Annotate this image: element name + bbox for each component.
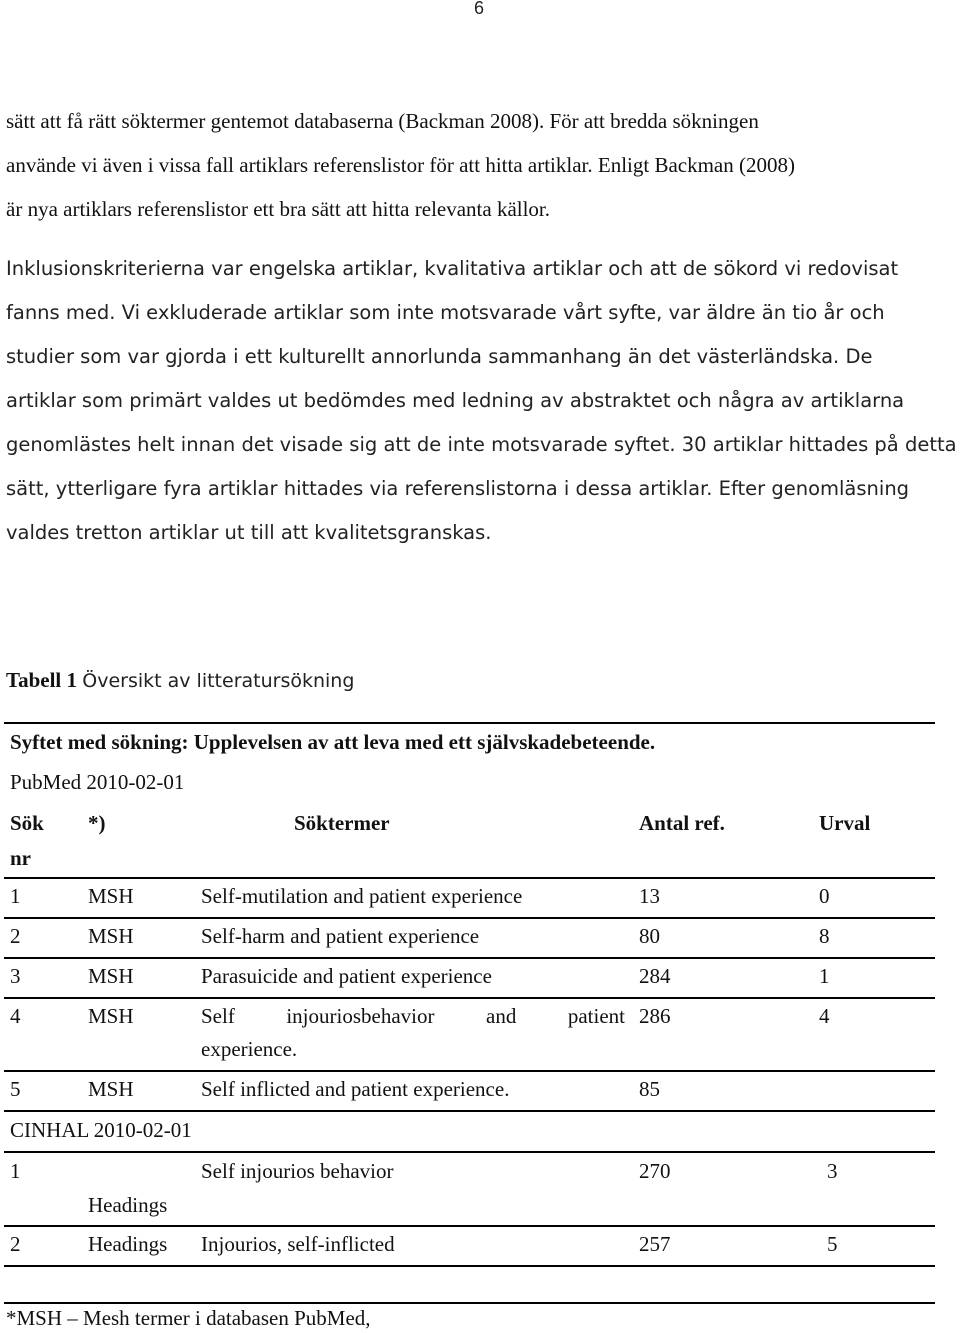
text-line: artiklar som primärt valdes ut bedömdes med ledning av abstraktet och några av artiklarna: [6, 389, 905, 412]
table-rule: [4, 1070, 935, 1072]
row-selection: 0: [819, 884, 830, 908]
row-terms: Self inflicted and patient experience.: [201, 1077, 510, 1101]
table-rule: [4, 1151, 935, 1153]
table-rule-header: [4, 877, 935, 879]
row-type: Headings: [88, 1193, 168, 1217]
row-nr: 2: [10, 924, 21, 948]
row-nr: 2: [10, 1232, 21, 1256]
row-terms: Parasuicide and patient experience: [201, 964, 492, 988]
row-terms: Self-harm and patient experience: [201, 924, 480, 948]
table-purpose: Syftet med sökning: Upplevelsen av att leva med ett självskadebeteende.: [10, 730, 656, 754]
row-selection: 4: [819, 1004, 830, 1028]
row-nr: 1: [10, 884, 21, 908]
term-word: patient: [567, 1004, 625, 1028]
table-rule: [4, 957, 935, 959]
table-rule: [4, 997, 935, 999]
row-terms: Self-mutilation and patient experience: [201, 884, 523, 908]
paragraph-search-method: [6, 99, 956, 231]
row-selection: 5: [827, 1232, 838, 1256]
page-number: 6: [474, 0, 485, 18]
row-type: MSH: [88, 884, 134, 908]
header-type: *): [88, 811, 106, 835]
table-rule: [4, 1225, 935, 1227]
paragraph-inclusion-criteria: [6, 247, 956, 555]
table-rule: [4, 917, 935, 919]
row-count: 286: [639, 1004, 671, 1028]
term-word: and: [486, 1004, 517, 1028]
table-rule-top: [4, 722, 935, 724]
text-line: Inklusionskriterierna var engelska artiklar, kvalitativa artiklar och att de sökord vi redovisat: [6, 257, 899, 280]
cinahl-section-label: CINHAL 2010-02-01: [10, 1118, 192, 1142]
pubmed-section-label: PubMed 2010-02-01: [10, 770, 185, 794]
row-type: MSH: [88, 964, 134, 988]
row-count: 257: [639, 1232, 671, 1256]
table-rule-bottom: [4, 1265, 935, 1267]
header-search-nr-line2: nr: [10, 846, 31, 870]
row-terms: [201, 1004, 625, 1029]
text-line: använde vi även i vissa fall artiklars referenslistor för att hitta artiklar. Enligt Backman (2008): [6, 153, 795, 177]
table-rule: [4, 1110, 935, 1112]
row-terms: Injourios, self-inflicted: [201, 1232, 395, 1256]
row-type: MSH: [88, 924, 134, 948]
row-nr: 5: [10, 1077, 21, 1101]
row-type: MSH: [88, 1004, 134, 1028]
row-selection: 8: [819, 924, 830, 948]
table-footnote: *MSH – Mesh termer i databasen PubMed,: [6, 1306, 371, 1330]
text-line: studier som var gjorda i ett kulturellt annorlunda sammanhang än det västerländska. De: [6, 345, 873, 368]
row-nr: 1: [10, 1159, 21, 1183]
row-count: 270: [639, 1159, 671, 1183]
row-nr: 4: [10, 1004, 21, 1028]
row-count: 284: [639, 964, 671, 988]
text-line: sätt, ytterligare fyra artiklar hittades via referenslistorna i dessa artiklar. Efter genomläsning: [6, 477, 910, 500]
row-type: Headings: [88, 1232, 168, 1256]
term-word: injouriosbehavior: [286, 1004, 435, 1028]
header-search-terms: Söktermer: [294, 811, 390, 835]
text-line: genomlästes helt innan det visade sig att de inte motsvarade syftet. 30 artiklar hittades på detta: [6, 433, 957, 456]
term-word: Self: [201, 1004, 235, 1028]
text-line: är nya artiklars referenslistor ett bra sätt att hitta relevanta källor.: [6, 197, 551, 221]
text-line: fanns med. Vi exkluderade artiklar som inte motsvarade vårt syfte, var äldre än tio år och: [6, 301, 885, 324]
table-caption-label: Tabell 1: [6, 668, 77, 692]
row-count: 13: [639, 884, 660, 908]
row-terms-line2: experience.: [201, 1037, 298, 1061]
row-terms: Self injourios behavior: [201, 1159, 394, 1183]
row-type: MSH: [88, 1077, 134, 1101]
row-count: 80: [639, 924, 660, 948]
header-search-nr: Sök: [10, 811, 44, 835]
text-line: sätt att få rätt söktermer gentemot databaserna (Backman 2008). För att bredda sökningen: [6, 109, 759, 133]
header-selection: Urval: [819, 811, 871, 835]
table-caption: [6, 668, 354, 693]
text-line: valdes tretton artiklar ut till att kvalitetsgranskas.: [6, 521, 492, 544]
table-caption-text: Översikt av litteratursökning: [82, 670, 355, 692]
row-selection: 1: [819, 964, 830, 988]
row-count: 85: [639, 1077, 660, 1101]
header-ref-count: Antal ref.: [639, 811, 725, 835]
footnote-rule: [4, 1302, 935, 1304]
row-selection: 3: [827, 1159, 838, 1183]
row-nr: 3: [10, 964, 21, 988]
